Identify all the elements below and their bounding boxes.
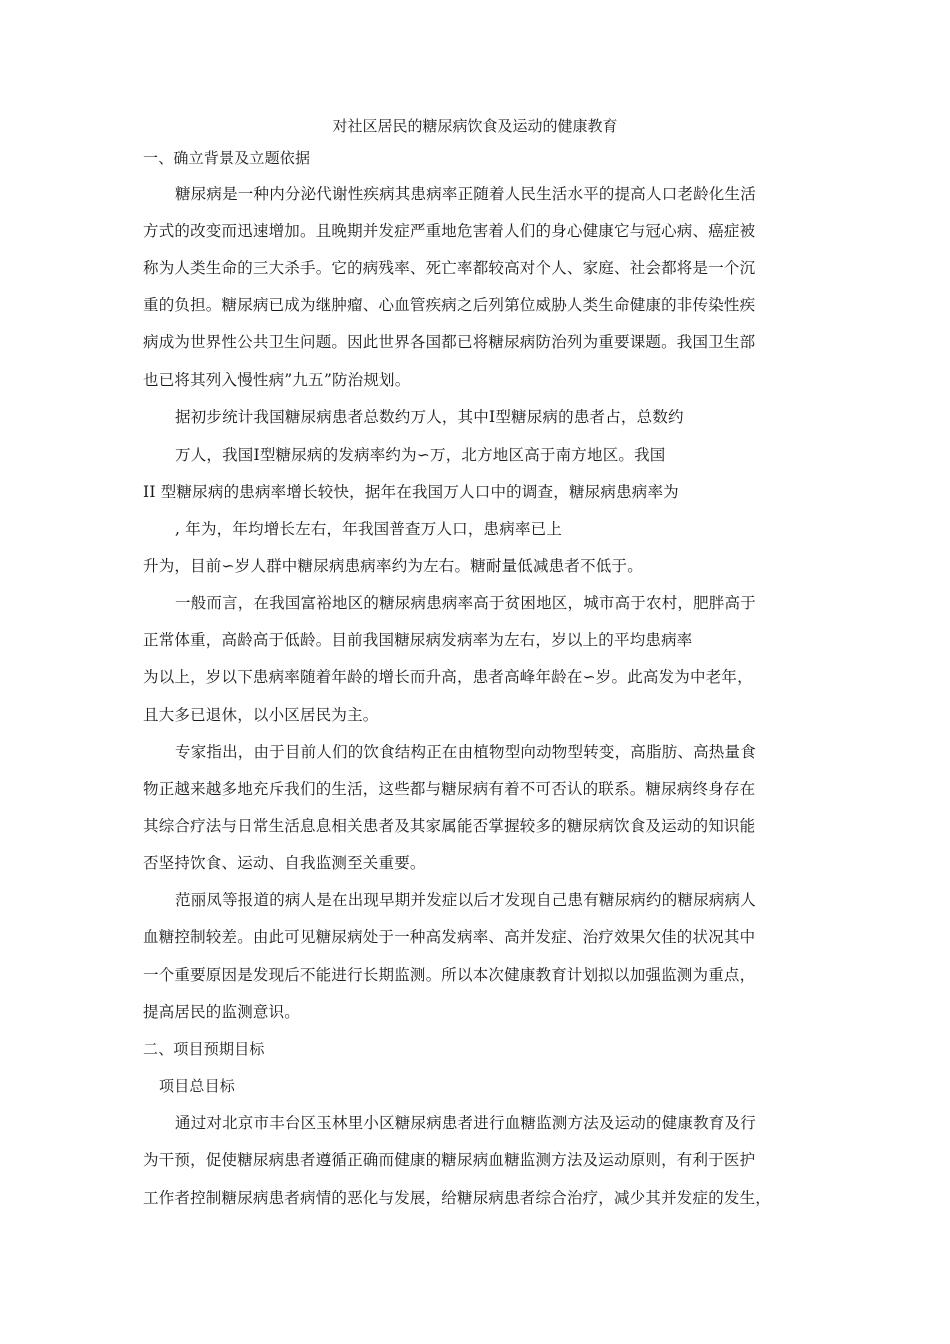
paragraph-line: 方式的改变而迅速增加。且晚期并发症严重地危害着人们的身心健康它与冠心病、癌症被 — [143, 222, 756, 240]
paragraph-line: , 年为，年均增长左右，年我国普查万人口，患病率已上 — [175, 520, 563, 538]
paragraph-line: 也已将其列入慢性病”九五”防治规划。 — [143, 371, 411, 389]
paragraph-line: 提高居民的监测意识。 — [143, 1003, 301, 1021]
paragraph-line: 为以上，岁以下患病率随着年龄的增长而升高，患者高峰年龄在∽岁。此高发为中老年， — [143, 668, 753, 686]
paragraph-line: 否坚持饮食、运动、自我监测至关重要。 — [143, 854, 426, 872]
paragraph-line: II 型糖尿病的患病率增长较快，据年在我国万人口中的调查，糖尿病患病率为 — [143, 483, 679, 501]
paragraph-line: 万人，我国Ⅰ型糖尿病的发病率约为∽万，北方地区高于南方地区。我国 — [175, 446, 666, 464]
paragraph-line: 其综合疗法与日常生活息息相关患者及其家属能否掌握较多的糖尿病饮食及运动的知识能 — [143, 817, 756, 835]
paragraph-line: 病成为世界性公共卫生问题。因此世界各国都已将糖尿病防治列为重要课题。我国卫生部 — [143, 333, 756, 351]
subsection-heading-overall-goal: 项目总目标 — [159, 1077, 236, 1095]
paragraph-line: 升为，目前∽岁人群中糖尿病患病率约为左右。糖耐量低减患者不低于。 — [143, 557, 643, 575]
paragraph-line: 且大多已退休，以小区居民为主。 — [143, 706, 379, 724]
paragraph-line: 工作者控制糖尿病患者病情的恶化与发展，给糖尿病患者综合治疗，减少其并发症的发生， — [143, 1189, 772, 1207]
paragraph-line: 据初步统计我国糖尿病患者总数约万人，其中Ⅰ型糖尿病的患者占，总数约 — [175, 408, 684, 426]
paragraph-line: 一般而言，在我国富裕地区的糖尿病患病率高于贫困地区，城市高于农村，肥胖高于 — [175, 594, 756, 612]
paragraph-line: 一个重要原因是发现后不能进行长期监测。所以本次健康教育计划拟以加强监测为重点， — [143, 966, 756, 984]
paragraph-line: 称为人类生命的三大杀手。它的病残率、死亡率都较高对个人、家庭、社会都将是一个沉 — [143, 259, 756, 277]
paragraph-line: 为干预，促使糖尿病患者遵循正确而健康的糖尿病血糖监测方法及运动原则，有利于医护 — [143, 1151, 756, 1169]
paragraph-line: 范丽凤等报道的病人是在出现早期并发症以后才发现自己患有糖尿病约的糖尿病病人 — [175, 891, 756, 909]
section-heading-background: 一、确立背景及立题依据 — [143, 149, 311, 167]
paragraph-line: 糖尿病是一种内分泌代谢性疾病其患病率正随着人民生活水平的提高人口老龄化生活 — [175, 185, 756, 203]
paragraph-line: 专家指出，由于目前人们的饮食结构正在由植物型向动物型转变，高脂肪、高热量食 — [175, 743, 756, 761]
paragraph-line: 通过对北京市丰台区玉林里小区糖尿病患者进行血糖监测方法及运动的健康教育及行 — [175, 1114, 756, 1132]
paragraph-line: 重的负担。糖尿病已成为继肿瘤、心血管疾病之后列第位威胁人类生命健康的非传染性疾 — [143, 296, 756, 314]
paragraph-line: 血糖控制较差。由此可见糖尿病处于一种高发病率、高并发症、治疗效果欠佳的状况其中 — [143, 928, 756, 946]
paragraph-line: 物正越来越多地充斥我们的生活，这些都与糖尿病有着不可否认的联系。糖尿病终身存在 — [143, 780, 756, 798]
document-title: 对社区居民的糖尿病饮食及运动的健康教育 — [332, 117, 618, 135]
section-heading-goals: 二、项目预期目标 — [143, 1040, 265, 1058]
paragraph-line: 正常体重，高龄高于低龄。目前我国糖尿病发病率为左右，岁以上的平均患病率 — [143, 631, 693, 649]
